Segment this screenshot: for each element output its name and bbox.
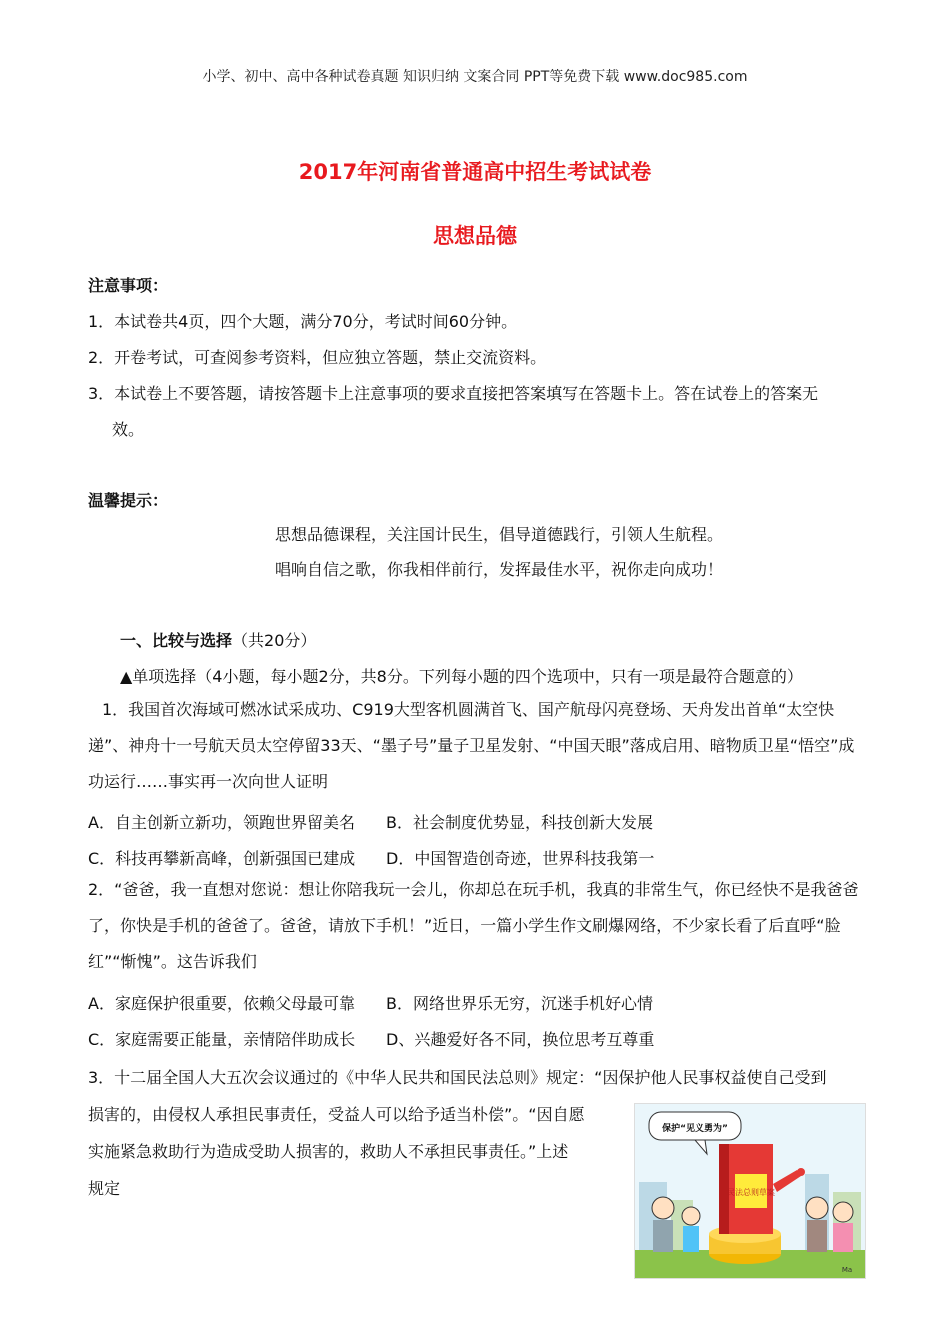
cartoon-illustration	[634, 1103, 866, 1279]
q1-option-c: C．科技再攀新高峰，创新强国已建成	[88, 849, 356, 868]
tips-line-2: 唱响自信之歌，你我相伴前行，发挥最佳水平，祝你走向成功！	[275, 560, 724, 579]
cartoon-drawing	[635, 1104, 865, 1278]
book-title-text: 民法总则草案	[727, 1188, 775, 1197]
tips-heading: 温馨提示：	[88, 491, 169, 510]
notice-item-3: 3．本试卷上不要答题，请按答题卡上注意事项的要求直接把答案填写在答题卡上。答在试卷上的答案无	[88, 384, 819, 403]
q2-option-c: C．家庭需要正能量，亲情陪伴助成长	[88, 1030, 356, 1049]
notice-item-2: 2．开卷考试，可查阅参考资料，但应独立答题，禁止交流资料。	[88, 348, 547, 367]
question-3-line-3: 实施紧急救助行为造成受助人损害的，救助人不承担民事责任。”上述	[88, 1142, 569, 1161]
question-2-stem: 2．“爸爸，我一直想对您说：想让你陪我玩一会儿，你却总在玩手机，我真的非常生气，你已经快不是我爸爸了，你快是手机的爸爸了。爸爸，请放下手机！”近日，一篇小学生作文刷爆网络，不少家长看了后直呼“脸红”“惭愧”。这告诉我们	[88, 880, 859, 971]
question-3-line-1: 3．十二届全国人大五次会议通过的《中华人民共和国民法总则》规定：“因保护他人民事权益使自己受到	[88, 1068, 827, 1087]
section-score: （共20分）	[232, 631, 317, 650]
question-3-line-2: 损害的，由侵权人承担民事责任，受益人可以给予适当朴偿”。“因自愿	[88, 1105, 585, 1124]
q2-option-b: B．网络世界乐无穷，沉迷手机好心情	[386, 994, 653, 1013]
q1-option-a: A．自主创新立新功，领跑世界留美名	[88, 813, 355, 832]
notice-item-1: 1．本试卷共4页，四个大题，满分70分，考试时间60分钟。	[88, 312, 518, 331]
q1-option-b: B．社会制度优势显，科技创新大发展	[386, 813, 653, 832]
section-heading	[120, 628, 316, 651]
notice-heading: 注意事项：	[88, 276, 169, 295]
section-instruction: ▲单项选择（4小题，每小题2分，共8分。下列每小题的四个选项中，只有一项是最符合题意的）	[120, 667, 803, 686]
exam-subject: 思想品德	[433, 224, 517, 248]
q2-option-d: D、兴趣爱好各不同，换位思考互尊重	[386, 1030, 655, 1049]
question-1-stem: 1．我国首次海域可燃冰试采成功、C919大型客机圆满首飞、国产航母闪亮登场、天舟发出首单“太空快递”、神舟十一号航天员太空停留33天、“墨子号”量子卫星发射、“中国天眼”落成启用、暗物质卫星“悟空”成功运行……事实再一次向世人证明	[88, 700, 855, 791]
q1-option-d: D．中国智造创奇迹，世界科技我第一	[386, 849, 655, 868]
tips-line-1: 思想品德课程，关注国计民生，倡导道德践行，引领人生航程。	[275, 525, 724, 544]
speech-bubble-text: 保护“见义勇为”	[662, 1124, 728, 1134]
section-title: 一、比较与选择	[120, 631, 233, 650]
exam-title: 2017年河南省普通高中招生考试试卷	[298, 160, 652, 184]
notice-item-3-cont: 效。	[112, 420, 145, 439]
artist-signature: Ma	[841, 1266, 853, 1274]
page-header: 小学、初中、高中各种试卷真题 知识归纳 文案合同 PPT等免费下载 www.doc985.com	[202, 69, 748, 85]
q2-option-a: A．家庭保护很重要，依赖父母最可靠	[88, 994, 355, 1013]
question-3-line-4: 规定	[88, 1179, 121, 1198]
